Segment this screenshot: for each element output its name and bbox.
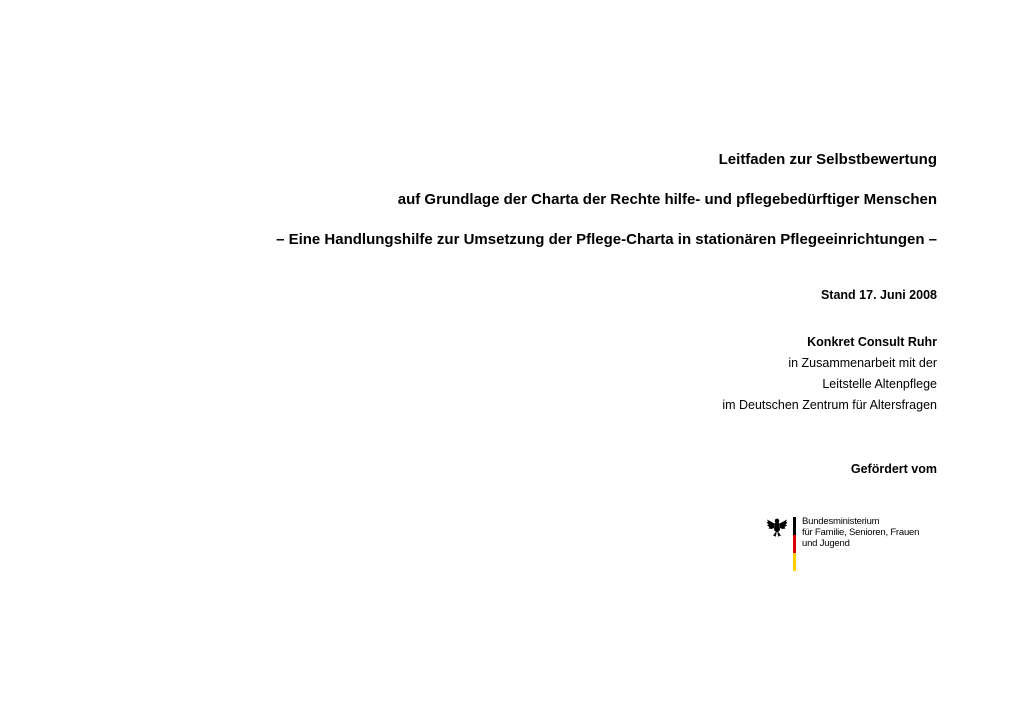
author-organization: Konkret Consult Ruhr (807, 335, 937, 349)
document-date: Stand 17. Juni 2008 (820, 288, 937, 302)
partner-center: im Deutschen Zentrum für Altersfragen (722, 398, 937, 412)
document-subtitle: auf Grundlage der Charta der Rechte hilfe- und pflegebedürftiger Menschen (397, 191, 937, 208)
ministry-name-line-1: Bundesministerium (802, 516, 880, 527)
cooperation-note: in Zusammenarbeit mit der (788, 356, 937, 370)
partner-unit: Leitstelle Altenpflege (822, 377, 937, 391)
ministry-name (802, 516, 919, 549)
flag-stripe (793, 517, 796, 571)
document-title: Leitfaden zur Selbstbewertung (718, 151, 937, 168)
funded-by-label: Gefördert vom (850, 462, 937, 476)
document-tagline: – Eine Handlungshilfe zur Umsetzung der Pflege-Charta in stationären Pflegeeinrichtungen – (276, 231, 937, 248)
ministry-name-line-3: und Jugend (802, 538, 850, 549)
ministry-logo (766, 515, 936, 573)
ministry-name-line-2: für Familie, Senioren, Frauen (802, 527, 920, 538)
federal-eagle-icon (766, 516, 788, 538)
